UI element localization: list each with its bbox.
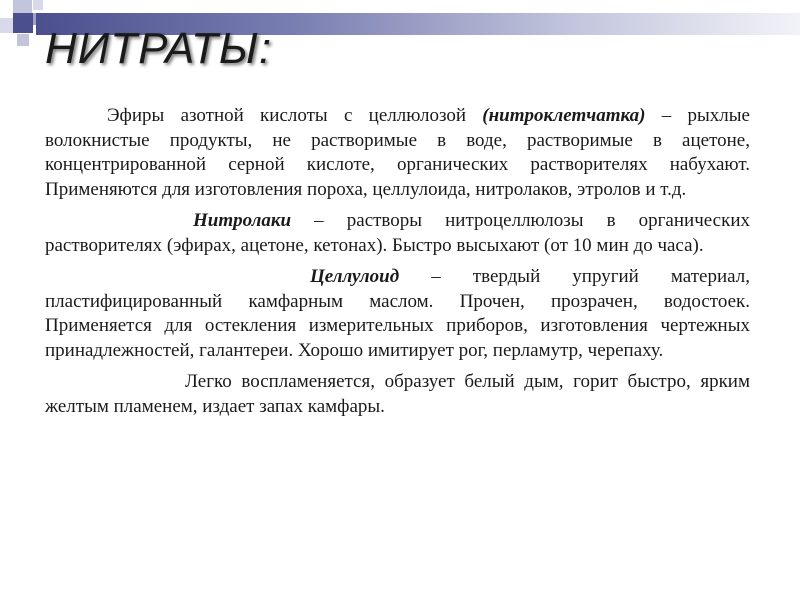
paragraph-nitrolacquers [45, 209, 750, 258]
paragraph-text: Легко воспламеняется, образует белый дым, горит быстро, ярким желтым пламенем, издает запах камфары. [45, 371, 750, 417]
slide-body [45, 104, 750, 426]
paragraph-lead: Эфиры азотной кислоты с целлюлозой [107, 105, 483, 126]
term-nitrocellulose: (нитроклетчатка) [482, 105, 646, 126]
square-decor [33, 0, 43, 10]
paragraph-celluloid [45, 265, 750, 363]
term-nitrolacquers: Нитролаки [193, 210, 292, 231]
paragraph-flammability [45, 370, 750, 419]
square-decor [13, 13, 33, 33]
paragraph-text: – твердый упругий материал, пластифицированный камфарным маслом. Прочен, прозрачен, водостоек. Применяется для остекления измерительных приборов, изготовления чертежных принадлежностей, галантереи. Хорошо имитирует рог, перламутр, черепаху. [45, 266, 750, 361]
paragraph-text: – растворы нитроцеллюлозы в органических растворителях (эфирах, ацетоне, кетонах). Быстро высыхают (от 10 мин до часа). [45, 210, 750, 256]
square-decor [17, 34, 29, 46]
slide-title: НИТРАТЫ: [45, 24, 273, 73]
paragraph-text: – рыхлые волокнистые продукты, не растворимые в воде, растворимые в ацетоне, концентрированной серной кислоте, органических растворителях набухают. Применяются для изготовления пороха, целлулоида, нитролаков, этролов и т.д. [45, 105, 750, 200]
paragraph-nitrocellulose [45, 104, 750, 202]
term-celluloid: Целлулоид [310, 266, 400, 287]
